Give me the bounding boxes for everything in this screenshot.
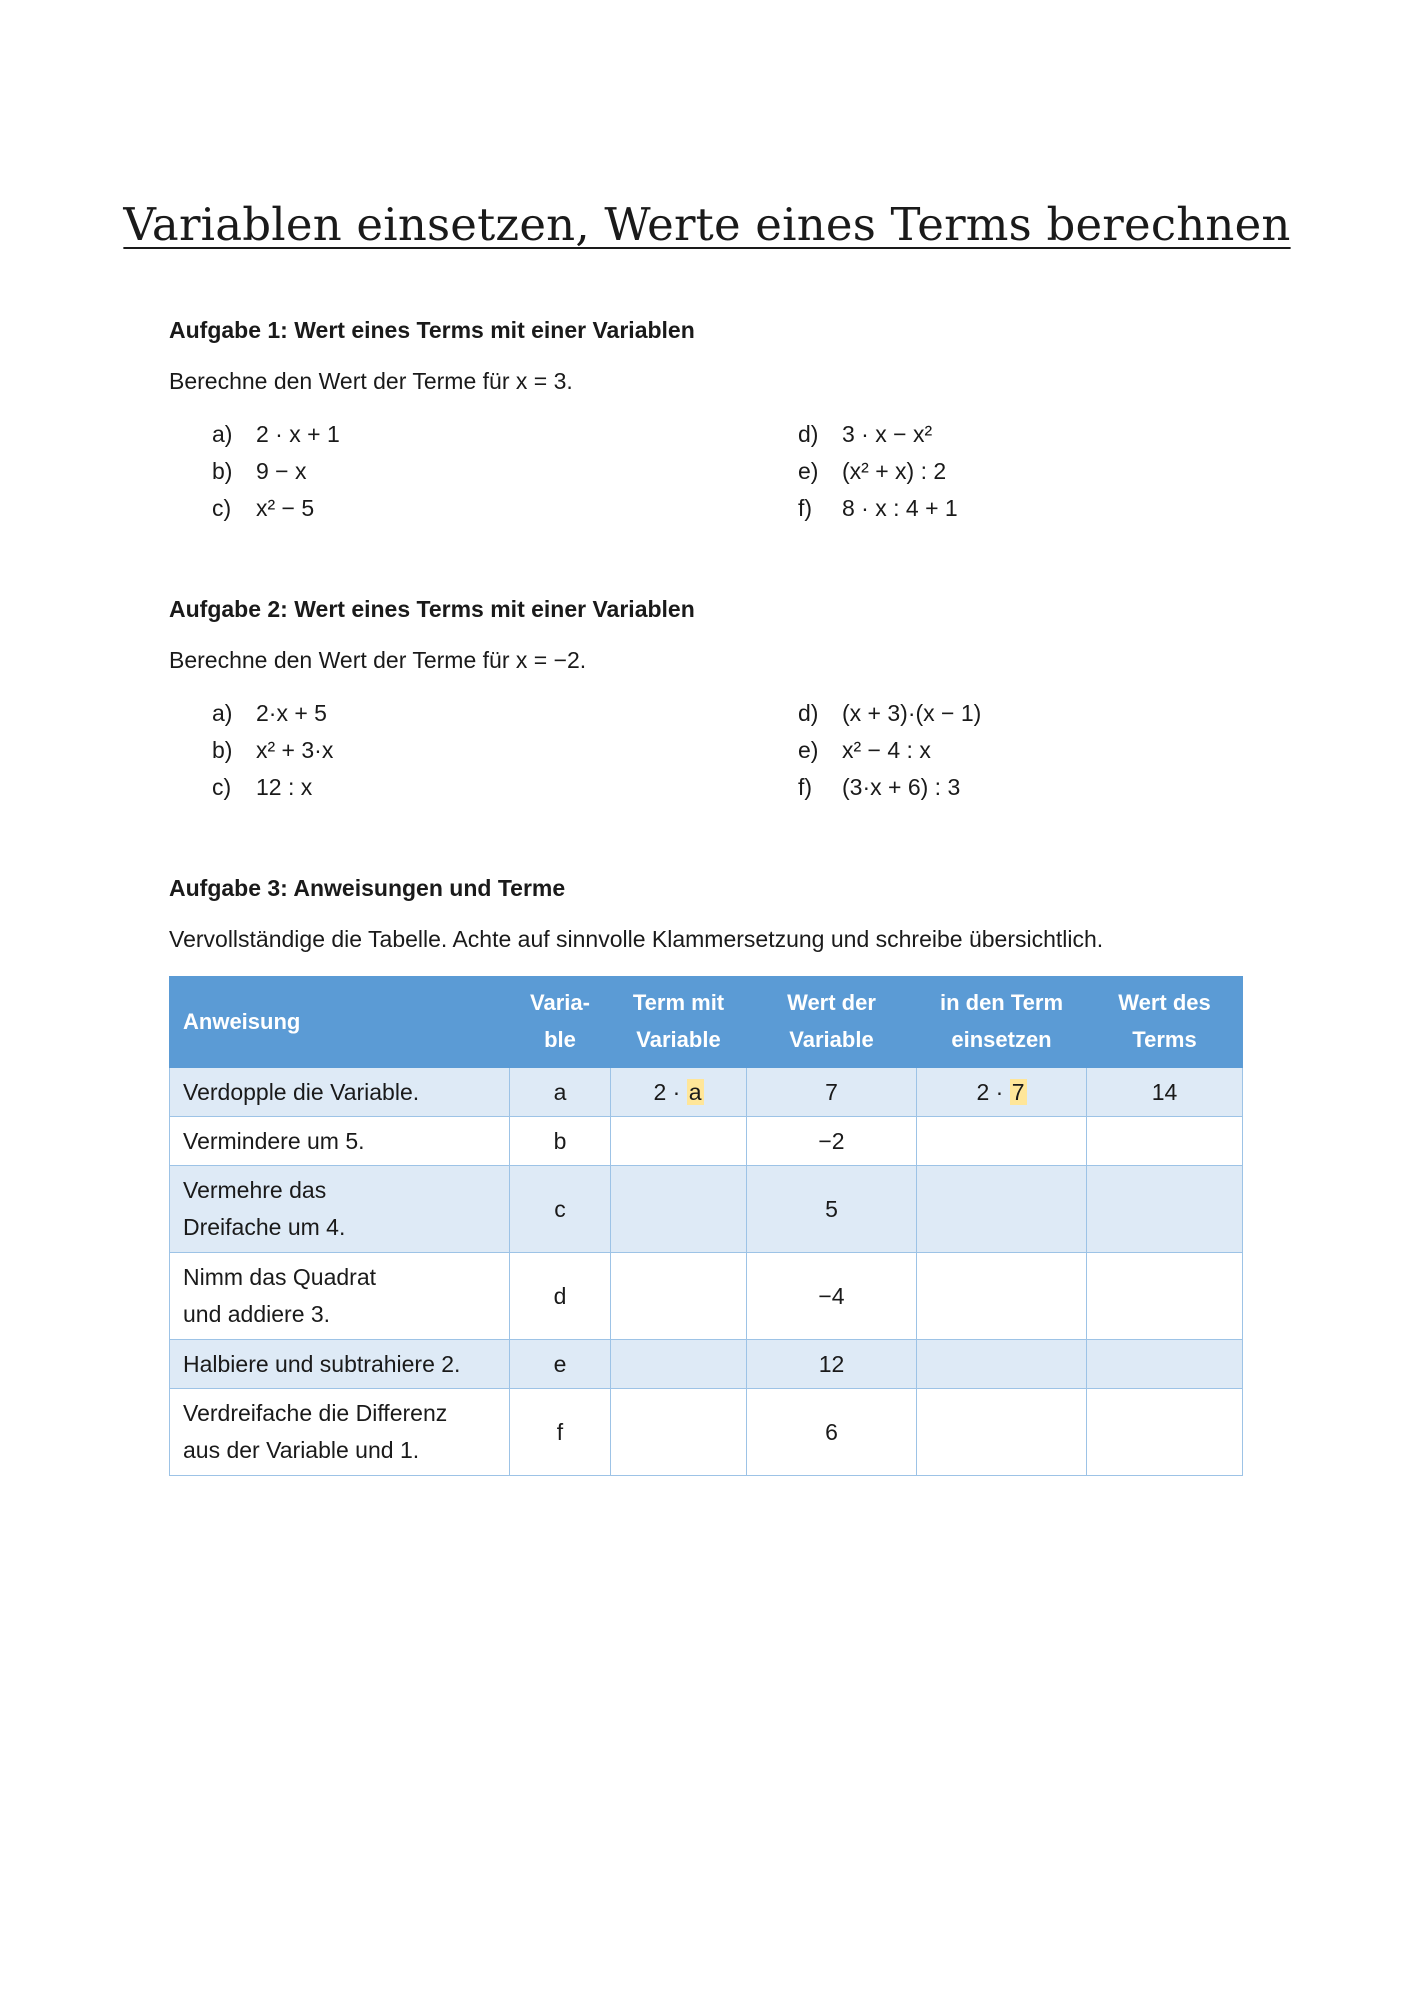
- task-item: [169, 453, 755, 490]
- task-expression: (x² + x) : 2: [842, 458, 947, 484]
- cell-wert: −2: [747, 1117, 917, 1166]
- table-row: [170, 1117, 1243, 1166]
- task-expression: 9 − x: [256, 458, 307, 484]
- aufgabe-1-instruction: Berechne den Wert der Terme für x = 3.: [169, 368, 573, 394]
- task-label: a): [212, 421, 233, 447]
- cell-anweisung: Halbiere und subtrahiere 2.: [170, 1340, 510, 1389]
- task-item: [755, 490, 1215, 527]
- task-item: [755, 416, 1215, 453]
- task-expression: (3·x + 6) : 3: [842, 774, 961, 800]
- aufgabe-2-left-column: [169, 695, 755, 806]
- cell-term[interactable]: [611, 1117, 747, 1166]
- task-item: [169, 732, 755, 769]
- cell-einsetzen[interactable]: 2 · 7: [917, 1067, 1087, 1117]
- aufgabe-2-right-column: [755, 695, 1215, 806]
- task-label: b): [212, 458, 233, 484]
- cell-variable: b: [510, 1117, 611, 1166]
- task-label: d): [798, 421, 819, 447]
- table-row: [170, 1253, 1243, 1340]
- task-expression: 3 · x − x²: [842, 421, 933, 447]
- table-row: [170, 1340, 1243, 1389]
- cell-term[interactable]: [611, 1389, 747, 1476]
- aufgabe-1-heading: Aufgabe 1: Wert eines Terms mit einer Variablen: [169, 317, 695, 343]
- aufgabe-3-table: [169, 976, 1243, 1476]
- cell-term[interactable]: [611, 1253, 747, 1340]
- cell-ergebnis[interactable]: [1087, 1389, 1243, 1476]
- aufgabe-1-right-column: [755, 416, 1215, 527]
- cell-wert: −4: [747, 1253, 917, 1340]
- aufgabe-1-tasks: [169, 416, 1249, 527]
- task-label: e): [798, 458, 819, 484]
- cell-anweisung: Verdreifache die Differenz aus der Variable und 1.: [170, 1389, 510, 1476]
- cell-ergebnis[interactable]: [1087, 1340, 1243, 1389]
- cell-wert: 12: [747, 1340, 917, 1389]
- table-row: [170, 1389, 1243, 1476]
- cell-anweisung: Nimm das Quadrat und addiere 3.: [170, 1253, 510, 1340]
- column-header-variable: Varia- ble: [510, 976, 611, 1067]
- cell-variable: f: [510, 1389, 611, 1476]
- cell-einsetzen[interactable]: [917, 1340, 1087, 1389]
- task-expression: 12 : x: [256, 774, 313, 800]
- cell-term[interactable]: 2 · a: [611, 1067, 747, 1117]
- column-header-wert: Wert der Variable: [747, 976, 917, 1067]
- task-label: f): [798, 774, 813, 800]
- cell-einsetzen[interactable]: [917, 1166, 1087, 1253]
- cell-anweisung: Verdopple die Variable.: [170, 1067, 510, 1117]
- cell-einsetzen[interactable]: [917, 1253, 1087, 1340]
- task-item: [755, 769, 1215, 806]
- task-expression: 8 · x : 4 + 1: [842, 495, 958, 521]
- cell-ergebnis[interactable]: 14: [1087, 1067, 1243, 1117]
- aufgabe-2-instruction: Berechne den Wert der Terme für x = −2.: [169, 647, 587, 673]
- task-item: [169, 490, 755, 527]
- cell-variable: c: [510, 1166, 611, 1253]
- aufgabe-2-tasks: [169, 695, 1249, 806]
- task-label: f): [798, 495, 813, 521]
- table-row: [170, 1067, 1243, 1117]
- table-header-row: [170, 976, 1243, 1067]
- task-label: b): [212, 737, 233, 763]
- aufgabe-3: [169, 872, 1249, 955]
- cell-ergebnis[interactable]: [1087, 1253, 1243, 1340]
- cell-anweisung: Vermehre das Dreifache um 4.: [170, 1166, 510, 1253]
- task-expression: 2 · x + 1: [256, 421, 340, 447]
- cell-term[interactable]: [611, 1340, 747, 1389]
- cell-ergebnis[interactable]: [1087, 1166, 1243, 1253]
- highlighted-value: 7: [1011, 1078, 1025, 1105]
- cell-wert: 6: [747, 1389, 917, 1476]
- cell-term[interactable]: [611, 1166, 747, 1253]
- task-item: [755, 732, 1215, 769]
- cell-ergebnis[interactable]: [1087, 1117, 1243, 1166]
- page-title: Variablen einsetzen, Werte eines Terms berechnen: [123, 198, 1291, 251]
- column-header-einsetzen: in den Term einsetzen: [917, 976, 1087, 1067]
- task-expression: 2·x + 5: [256, 700, 327, 726]
- task-item: [755, 453, 1215, 490]
- task-label: a): [212, 700, 233, 726]
- cell-wert: 7: [747, 1067, 917, 1117]
- task-expression: x² + 3·x: [256, 737, 334, 763]
- aufgabe-1-left-column: [169, 416, 755, 527]
- cell-variable: a: [510, 1067, 611, 1117]
- highlighted-variable: a: [688, 1078, 702, 1105]
- task-label: e): [798, 737, 819, 763]
- task-expression: x² − 5: [256, 495, 315, 521]
- table-row: [170, 1166, 1243, 1253]
- cell-einsetzen[interactable]: [917, 1117, 1087, 1166]
- aufgabe-3-heading: Aufgabe 3: Anweisungen und Terme: [169, 875, 566, 901]
- column-header-ergebnis: Wert des Terms: [1087, 976, 1243, 1067]
- cell-wert: 5: [747, 1166, 917, 1253]
- task-item: [169, 769, 755, 806]
- task-expression: x² − 4 : x: [842, 737, 931, 763]
- cell-variable: d: [510, 1253, 611, 1340]
- aufgabe-1: [169, 314, 1249, 527]
- task-label: c): [212, 495, 232, 521]
- column-header-term: Term mit Variable: [611, 976, 747, 1067]
- task-expression: (x + 3)·(x − 1): [842, 700, 982, 726]
- task-item: [169, 416, 755, 453]
- task-label: d): [798, 700, 819, 726]
- cell-einsetzen[interactable]: [917, 1389, 1087, 1476]
- task-label: c): [212, 774, 232, 800]
- task-item: [169, 695, 755, 732]
- cell-variable: e: [510, 1340, 611, 1389]
- cell-anweisung: Vermindere um 5.: [170, 1117, 510, 1166]
- aufgabe-2: [169, 593, 1249, 806]
- aufgabe-2-heading: Aufgabe 2: Wert eines Terms mit einer Variablen: [169, 596, 695, 622]
- task-item: [755, 695, 1215, 732]
- column-header-anweisung: Anweisung: [170, 976, 510, 1067]
- aufgabe-3-instruction: Vervollständige die Tabelle. Achte auf sinnvolle Klammersetzung und schreibe übersichtlich.: [169, 926, 1104, 952]
